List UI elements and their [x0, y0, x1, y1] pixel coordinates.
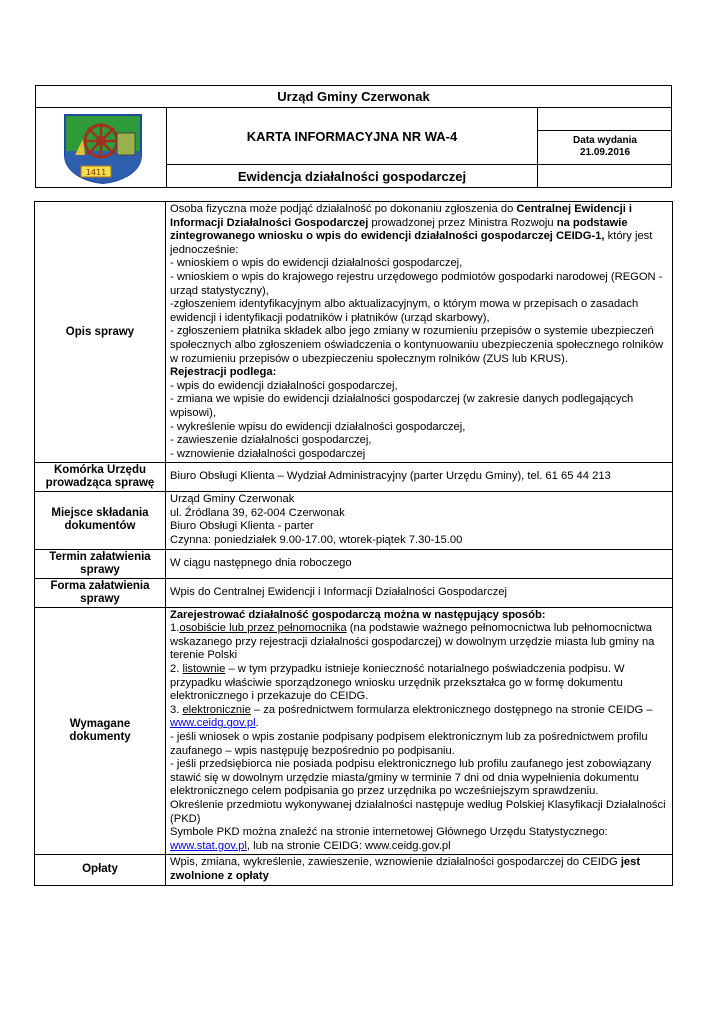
registration-item: - wykreślenie wpisu do ewidencji działalności gospodarczej,: [170, 420, 466, 433]
method-number: 3.: [170, 703, 183, 716]
komorka-value: Biuro Obsługi Klienta – Wydział Administracyjny (parter Urzędu Gminy), tel. 61 65 44 213: [166, 463, 673, 492]
oplaty-value: [166, 855, 673, 885]
opis-text: który jest jednocześnie:: [170, 230, 653, 256]
pkd-text: Symbole PKD można znaleźć na stronie internetowej Głównego Urzędu Statystycznego:: [170, 826, 608, 839]
opis-basis: na podstawie zintegrowanego wniosku o wpis do ewidencji działalności gospodarczej CEIDG-1,: [170, 216, 628, 243]
registration-item: - wznowienie działalności gospodarczej: [170, 447, 366, 460]
stat-link[interactable]: www.stat.gov.pl: [170, 839, 247, 852]
header-middle: [167, 108, 537, 188]
method-1-title: osobiście lub przez pełnomocnika: [179, 622, 347, 635]
address-line: ul. Źródlana 39, 62-004 Czerwonak: [170, 506, 345, 519]
opis-item: -zgłoszeniem identyfikacyjnym albo aktualizacyjnym, o którym mowa w przepisach o zasadach ewidencji i identyfikacji podatników i płatników (urząd skarbowy),: [170, 298, 639, 324]
opis-text: Osoba fizyczna może podjąć działalność po dokonaniu zgłoszenia do: [170, 203, 517, 215]
method-2-text: – w tym przypadku istnieje konieczność notarialnego poświadczenia podpisu. W przypadku właściwie sporządzonego wniosku urzędnik przekształca go w formę dokumentu elektronicznego i przekazuje do CEIDG.: [170, 663, 625, 703]
forma-value: Wpis do Centralnej Ewidencji i Informacji Działalności Gospodarczej: [166, 578, 673, 607]
termin-value: W ciągu następnego dnia roboczego: [166, 549, 673, 578]
issue-label: Data wydania: [573, 135, 637, 146]
empty-cell: [538, 108, 672, 131]
wymagane-label: Wymagane dokumenty: [35, 607, 166, 855]
method-3-title: elektronicznie: [182, 703, 251, 716]
miejsce-value: [166, 492, 673, 549]
empty-cell: [538, 165, 672, 188]
row-opis: [35, 202, 673, 463]
komorka-label: Komórka Urzędu prowadząca sprawę: [35, 463, 166, 492]
info-table: [34, 201, 673, 886]
pkd-note: [170, 826, 669, 853]
opening-hours: Czynna: poniedziałek 9.00-17.00, wtorek-piątek 7.30-15.00: [170, 534, 463, 547]
opis-text: prowadzonej przez Ministra Rozwoju: [368, 216, 557, 229]
method-3-text: – za pośrednictwem formularza elektronicznego dostępnego na stronie CEIDG –: [250, 703, 653, 716]
row-wymagane: [35, 607, 673, 855]
termin-label: Termin załatwienia sprawy: [35, 549, 166, 578]
card-title: KARTA INFORMACYJNA NR WA-4: [167, 108, 537, 165]
method-3-end: .: [255, 717, 259, 730]
oplaty-label: Opłaty: [35, 855, 166, 885]
registration-item: - zmiana we wpisie do ewidencji działalności gospodarczej (w zakresie danych podlegających wpisowi),: [170, 393, 634, 419]
logo-cell: [36, 108, 167, 188]
address-line: Urząd Gminy Czerwonak: [170, 493, 295, 506]
miejsce-label: Miejsce składania dokumentów: [35, 492, 166, 549]
header-table: [35, 85, 672, 188]
header-right: [537, 108, 672, 188]
card-subject: Ewidencja działalności gospodarczej: [237, 169, 467, 184]
address-line: Biuro Obsługi Klienta - parter: [170, 520, 314, 533]
opis-item: - wnioskiem o wpis do krajowego rejestru urzędowego podmiotów gospodarki narodowej (REGON - urząd statystyczny),: [170, 270, 663, 297]
note: Określenie przedmiotu wykonywanej działalności następuje według Polskiej Klasyfikacji Działalności (PKD): [170, 798, 666, 825]
registration-item: - wpis do ewidencji działalności gospodarczej,: [170, 379, 398, 392]
registration-heading: Rejestracji podlega:: [170, 366, 277, 379]
row-komorka: [35, 463, 673, 492]
method-1: [170, 622, 669, 663]
crest-year: 1411: [85, 168, 107, 177]
method-number: 2.: [170, 663, 183, 676]
method-2: [170, 663, 669, 704]
wymagane-value: [166, 607, 673, 855]
opis-item: - wnioskiem o wpis do ewidencji działalności gospodarczej,: [170, 257, 463, 270]
oplaty-text: Wpis, zmiana, wykreślenie, zawieszenie, wznowienie działalności gospodarczej do CEIDG: [170, 856, 621, 869]
registration-item: - zawieszenie działalności gospodarczej,: [170, 434, 372, 447]
opis-value: [166, 202, 673, 463]
methods-heading: Zarejestrować działalność gospodarczą można w następujący sposób:: [170, 608, 546, 621]
issue-date: 21.09.2016: [579, 147, 631, 158]
method-1-text: (na podstawie ważnego pełnomocnictwa lub pełnomocnictwa wskazanego przy rejestracji działalności gospodarczej) w dowolnym urzędzie miasta lub gminy na terenie Polski: [170, 622, 655, 662]
opis-ceidg-name: Centralnej Ewidencji i Informacji Działalności Gospodarczej: [170, 203, 633, 229]
method-number: 1.: [170, 622, 180, 635]
forma-label: Forma załatwienia sprawy: [35, 578, 166, 607]
oplaty-exempt: jest zwolnione z opłaty: [170, 856, 641, 882]
row-miejsce: [35, 492, 673, 549]
note: - jeśli wniosek o wpis zostanie podpisany podpisem elektronicznym lub za pośrednictwem profilu zaufanego – wpis następuję bezpośrednio po podpisaniu.: [170, 731, 648, 757]
pkd-end: , lub na stronie CEIDG: www.ceidg.gov.pl: [246, 839, 451, 852]
row-termin: [35, 549, 673, 578]
method-2-title: listownie: [182, 663, 226, 676]
method-3: [170, 704, 669, 731]
row-forma: [35, 578, 673, 607]
note: - jeśli przedsiębiorca nie posiada podpisu elektronicznego lub profilu zaufanego jest zobowiązany stawić się w dowolnym urzędzie miasta/gminy w terminie 7 dni od dnia wypełnienia dokumentu elektronicznego celem podpisania go przez urzędnika po wcześniejszym sprawdzeniu.: [170, 758, 652, 798]
issue-date-cell: [538, 131, 672, 165]
ceidg-link[interactable]: www.ceidg.gov.pl: [170, 717, 256, 730]
row-oplaty: [35, 855, 673, 885]
opis-item: - zgłoszeniem płatnika składek albo jego zmiany w rozumieniu przepisów o systemie ubezpieczeń społecznych albo zgłoszeniem oświadczenia o kontynuowaniu ubezpieczenia społecznego rolników w rozumieniu przepisów o ubezpieczeniu społecznym rolników (ZUS lub KRUS).: [170, 325, 664, 365]
coat-of-arms-icon: [61, 111, 145, 185]
office-name: Urząd Gminy Czerwonak: [36, 86, 671, 108]
opis-label: Opis sprawy: [35, 202, 166, 463]
